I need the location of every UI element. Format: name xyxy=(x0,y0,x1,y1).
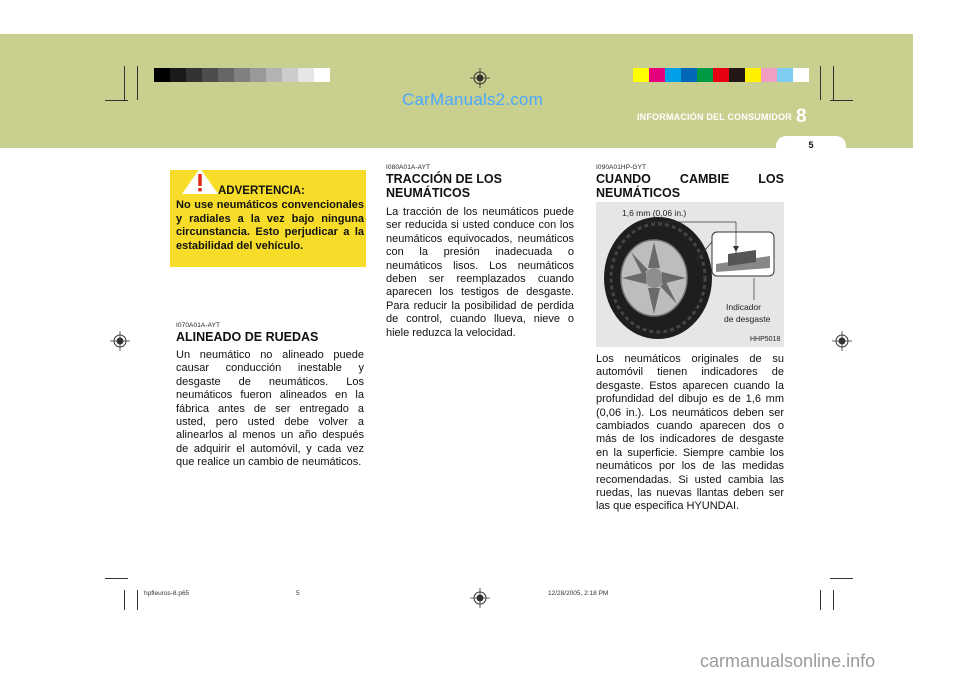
swatch xyxy=(234,68,250,82)
chapter-title: INFORMACIÓN DEL CONSUMIDOR xyxy=(636,112,792,122)
chapter-number: 8 xyxy=(796,106,807,127)
crop-mark xyxy=(833,66,834,100)
tire-figure xyxy=(596,202,784,347)
swatch xyxy=(282,68,298,82)
crop-mark xyxy=(830,100,853,101)
swatch xyxy=(649,68,665,82)
swatch xyxy=(314,68,330,82)
registration-target-icon xyxy=(470,68,490,88)
swatch xyxy=(186,68,202,82)
depth-label: 1,6 mm (0,06 in.) xyxy=(622,208,687,218)
swatch xyxy=(250,68,266,82)
crop-mark xyxy=(137,590,138,610)
crop-mark xyxy=(124,66,125,100)
warning-triangle-icon xyxy=(181,167,219,195)
swatch xyxy=(633,68,649,82)
crop-mark xyxy=(124,590,125,610)
indicator-label: de desgaste xyxy=(724,314,771,324)
footer-page: 5 xyxy=(296,590,300,597)
bottom-watermark-link[interactable]: carmanualsonline.info xyxy=(700,651,876,671)
section-body: Un neumático no alineado puede causar conducción inestable y desgaste de neumáticos. Los neumáticos fueron alineados en la fábrica antes de ser entregado a usted, pero usted debe volver a alinearlos al menos un año después de adquirir el automóvil, y cada vez que realice un cambio de neumáticos. xyxy=(176,349,364,469)
swatch xyxy=(170,68,186,82)
swatch xyxy=(745,68,761,82)
section-body: Los neumáticos originales de su automóvil tienen indicadores de desgaste. Estos aparecen cuando la profundidad del dibujo es de 1,6 mm (0,06 in.). Los neumáticos deben ser cambiados cuando aparecen dos o más de los indicadores de desgaste en la superficie. Siempre cambie los neumáticos por los de las medidas recomendadas. Si usted cambia las ruedas, las nuevas llantas deben ser las que especifica HYUNDAI. xyxy=(596,353,784,513)
swatch xyxy=(761,68,777,82)
registration-target-icon xyxy=(470,588,490,608)
swatch xyxy=(729,68,745,82)
registration-target-icon xyxy=(110,331,130,351)
swatch xyxy=(713,68,729,82)
crop-mark xyxy=(830,578,853,579)
colorbar-left xyxy=(154,68,330,82)
crop-mark xyxy=(105,100,128,101)
swatch xyxy=(154,68,170,82)
registration-target-icon xyxy=(832,331,852,351)
section-title-line1: TRACCIÓN DE LOS xyxy=(386,172,502,186)
crop-mark xyxy=(105,578,128,579)
warning-text: No use neumáticos convencionales y radiales a la vez bajo ninguna circunstancia. Esto perjudicar a la estabilidad del vehículo. xyxy=(176,199,364,252)
section-title: ALINEADO DE RUEDAS xyxy=(176,330,319,344)
watermark-link[interactable]: CarManuals2.com xyxy=(402,90,543,109)
section-code: I070A01A-AYT xyxy=(176,322,221,329)
footer-filename: hpfleuros-8.p65 xyxy=(144,590,190,597)
section-title-line2: NEUMÁTICOS xyxy=(386,186,471,200)
crop-mark xyxy=(833,590,834,610)
section-title-line2: NEUMÁTICOS xyxy=(596,186,681,200)
swatch xyxy=(681,68,697,82)
indicator-label: Indicador xyxy=(726,302,761,312)
swatch xyxy=(665,68,681,82)
swatch xyxy=(266,68,282,82)
swatch xyxy=(202,68,218,82)
section-body: La tracción de los neumáticos puede ser reducida si usted conduce con los neumáticos equivocados, neumáticos con la presión inadecuada o neumáticos lisos. Los neumáticos deben ser reemplazados cuando aparecen los testigos de desgaste. Para reducir la posibilidad de perdida de control, cuando llueva, nieve o hiele reduzca la velocidad. xyxy=(386,206,574,339)
crop-mark xyxy=(820,66,821,100)
section-code: I090A01HP-GYT xyxy=(596,164,647,171)
swatch xyxy=(777,68,793,82)
tire-illustration xyxy=(596,202,784,347)
swatch xyxy=(298,68,314,82)
section-code: I080A01A-AYT xyxy=(386,164,431,171)
colorbar-right xyxy=(633,68,809,82)
section-title-line1: CUANDO CAMBIE LOS xyxy=(596,172,784,186)
swatch xyxy=(793,68,809,82)
footer-date: 12/28/2005, 2:18 PM xyxy=(548,590,609,597)
crop-mark xyxy=(137,66,138,100)
swatch xyxy=(697,68,713,82)
page-number: 5 xyxy=(808,140,814,150)
warning-title: ADVERTENCIA: xyxy=(218,185,305,197)
crop-mark xyxy=(820,590,821,610)
swatch xyxy=(218,68,234,82)
page-number-tab xyxy=(776,136,846,156)
figure-code: HHP5018 xyxy=(750,336,781,343)
